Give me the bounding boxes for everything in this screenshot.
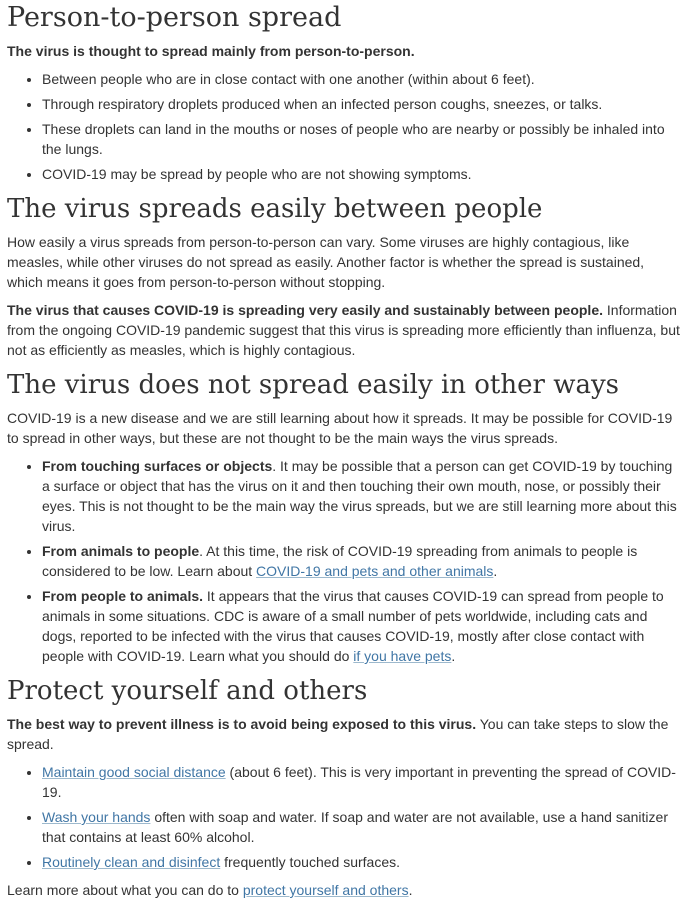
- bold-animals-to-people: From animals to people: [42, 543, 200, 559]
- link-wash-your-hands[interactable]: Wash your hands: [42, 809, 151, 825]
- bold-prevent-illness: The best way to prevent illness is to avoid being exposed to this virus.: [7, 716, 477, 732]
- paragraph-prevent-illness: [7, 714, 681, 754]
- link-if-you-have-pets[interactable]: if you have pets: [353, 648, 452, 664]
- link-protect-yourself-and-others[interactable]: protect yourself and others: [242, 882, 409, 898]
- text-slow-spread: You can take steps to slow the spread.: [7, 716, 669, 752]
- text-touching-surfaces: . It may be possible that a person can get COVID-19 by touching a surface or object that has the virus on it and then touching their own mouth, nose, or possibly their eyes. This is not thought to be the main way the virus spreads, but we are still learning more about this virus.: [42, 458, 677, 534]
- list-item-touching-surfaces: [42, 456, 681, 536]
- text-people-to-animals: It appears that the virus that causes COVID-19 can spread from people to animals in some situations. CDC is aware of a small number of pets worldwide, including cats and dogs, reported to be infected with the virus that causes COVID-19, mostly after close contact with people with COVID-19. Learn what you should do: [42, 588, 664, 664]
- section-not-spread-easily: [7, 370, 681, 666]
- list-item-respiratory-droplets: • Through respiratory droplets produced when an infected person coughs, sneezes, or talks.: [42, 94, 681, 114]
- text-pandemic-info: Information from the ongoing COVID-19 pandemic suggest that this virus is spreading more efficiently than influenza, but not as efficiently as measles, which is highly contagious.: [7, 302, 680, 358]
- bold-spreading-easily: The virus that causes COVID-19 is spreading very easily and sustainably between people.: [7, 302, 603, 318]
- link-covid19-pets-and-other-animals[interactable]: COVID-19 and pets and other animals: [256, 563, 494, 579]
- link-maintain-social-distance[interactable]: Maintain good social distance: [42, 764, 226, 780]
- heading-not-spread-easily: The virus does not spread easily in other ways: [7, 370, 619, 400]
- heading-person-to-person-spread: Person-to-person spread: [7, 2, 342, 33]
- article-content: [7, 3, 681, 900]
- paragraph-learn-more: [7, 880, 681, 900]
- list-item-asymptomatic-spread: • COVID-19 may be spread by people who are not showing symptoms.: [42, 164, 681, 184]
- bold-people-to-animals: From people to animals.: [42, 588, 204, 604]
- text-social-distance: (about 6 feet). This is very important in preventing the spread of COVID-19.: [42, 764, 676, 800]
- list-item-close-contact: • Between people who are in close contact with one another (within about 6 feet).: [42, 69, 681, 89]
- list-item-animals-to-people: [42, 541, 681, 581]
- text-animals-to-people: . At this time, the risk of COVID-19 spreading from animals to people is considered to be low. Learn about: [42, 543, 638, 579]
- link-clean-and-disinfect[interactable]: Routinely clean and disinfect: [42, 854, 221, 870]
- text-animals-period: .: [493, 563, 498, 579]
- list-item-wash-hands: [42, 807, 681, 847]
- paragraph-new-disease: COVID-19 is a new disease and we are still learning about how it spreads. It may be possible for COVID-19 to spread in other ways, but these are not thought to be the main ways the virus spreads.: [7, 410, 673, 446]
- list-item-clean-disinfect: [42, 852, 681, 872]
- intro-bold-text: The virus is thought to spread mainly from person-to-person.: [7, 43, 415, 59]
- text-wash-hands: often with soap and water. If soap and water are not available, use a hand sanitizer that contains at least 60% alcohol.: [42, 809, 668, 845]
- text-clean-disinfect: frequently touched surfaces.: [220, 854, 401, 870]
- bullet-list-protection-steps: [7, 762, 681, 872]
- bullet-list-other-ways: [7, 456, 681, 666]
- section-spreads-easily: [7, 194, 681, 360]
- paragraph-spreading-easily: [7, 300, 681, 360]
- paragraph-how-easily: How easily a virus spreads from person-to-person can vary. Some viruses are highly contagious, like measles, while other viruses do not spread as easily. Another factor is whether the spread is sustained, which means it goes from person-to-person without stopping.: [7, 234, 645, 290]
- text-learn-more-period: .: [408, 882, 413, 898]
- section-person-to-person-spread: [7, 3, 681, 184]
- text-pets-period: .: [451, 648, 456, 664]
- list-item-people-to-animals: [42, 586, 681, 666]
- heading-spreads-easily: The virus spreads easily between people: [7, 194, 543, 224]
- heading-protect-yourself: Protect yourself and others: [7, 676, 368, 706]
- bullet-list-spread-ways: [7, 69, 681, 184]
- bold-touching-surfaces: From touching surfaces or objects: [42, 458, 273, 474]
- text-learn-more: Learn more about what you can do to: [7, 882, 243, 898]
- section-protect-yourself: [7, 676, 681, 900]
- list-item-social-distance: [42, 762, 681, 802]
- paragraph-intro: [7, 41, 681, 61]
- list-item-droplets-land: • These droplets can land in the mouths or noses of people who are nearby or possibly be inhaled into the lungs.: [42, 119, 681, 159]
